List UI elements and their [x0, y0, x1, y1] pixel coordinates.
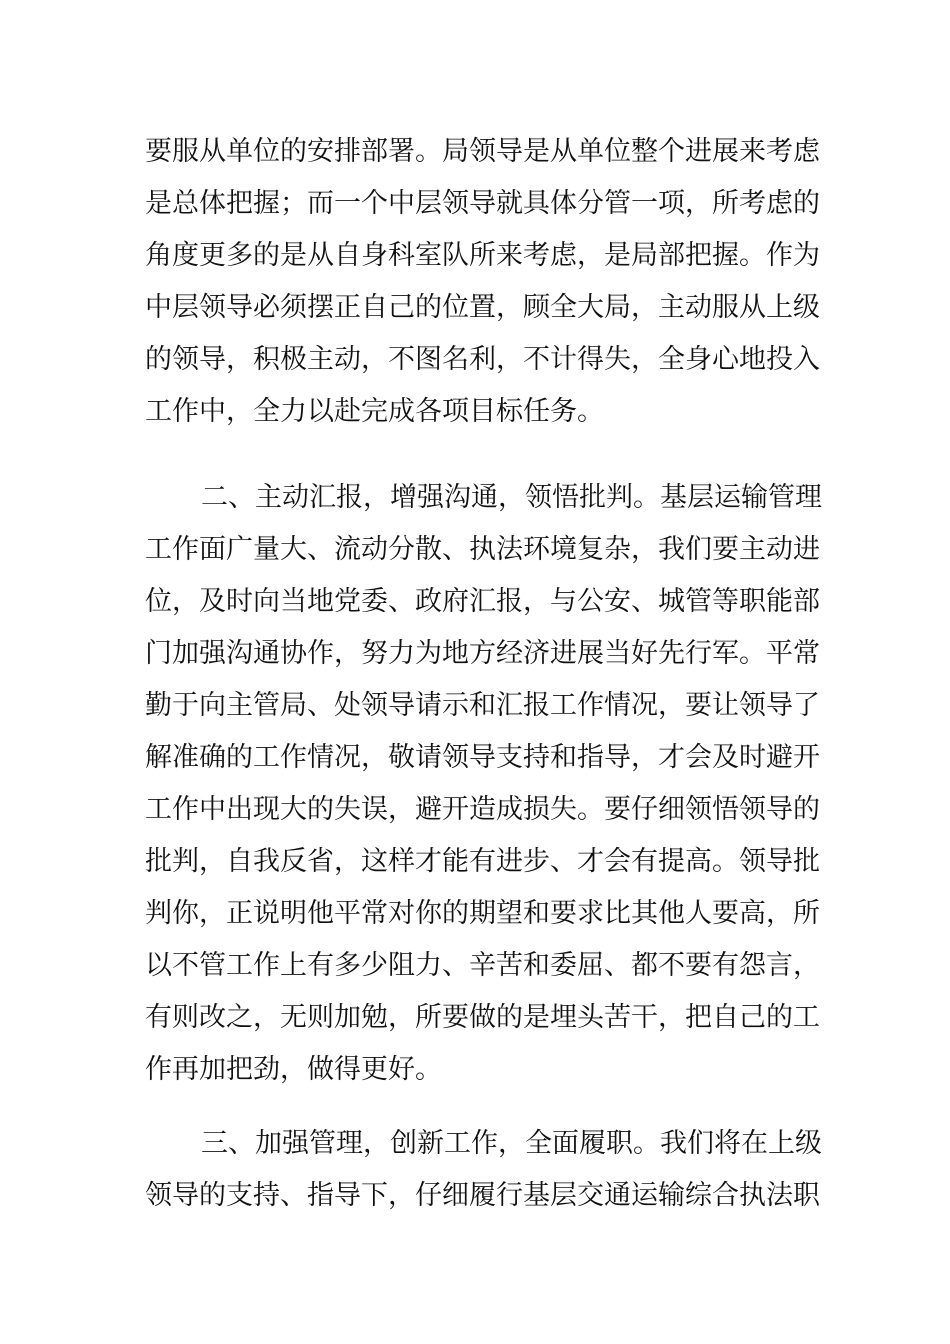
paragraph-line: 工作面广量大、流动分散、执法环境复杂，我们要主动进: [145, 534, 820, 565]
paragraph-line: 解准确的工作情况，敬请领导支持和指导，才会及时避开: [145, 742, 820, 773]
paragraph-line: 位，及时向当地党委、政府汇报，与公安、城管等职能部: [145, 586, 820, 617]
paragraph-line: 批判，自我反省，这样才能有进步、才会有提高。领导批: [145, 846, 820, 877]
paragraph-line: 领导的支持、指导下，仔细履行基层交通运输综合执法职: [145, 1180, 820, 1211]
paragraph-line: 三、加强管理，创新工作，全面履职。我们将在上级: [201, 1128, 822, 1159]
paragraph-line: 中层领导必须摆正自己的位置，顾全大局，主动服从上级: [145, 292, 820, 323]
paragraph-line: 作再加把劲，做得更好。: [145, 1054, 442, 1085]
paragraph-line: 的领导，积极主动，不图名利，不计得失，全身心地投入: [145, 344, 820, 375]
paragraph-line: 工作中，全力以赴完成各项目标任务。: [145, 396, 604, 427]
paragraph-line: 判你，正说明他平常对你的期望和要求比其他人要高，所: [145, 898, 820, 929]
paragraph-1: [145, 126, 820, 438]
paragraph-line: 勤于向主管局、处领导请示和汇报工作情况，要让领导了: [145, 690, 820, 721]
paragraph-line: 工作中出现大的失误，避开造成损失。要仔细领悟领导的: [145, 794, 820, 825]
paragraph-line: 门加强沟通协作，努力为地方经济进展当好先行军。平常: [145, 638, 820, 669]
paragraph-line: 是总体把握；而一个中层领导就具体分管一项，所考虑的: [145, 188, 820, 219]
paragraph-line: 有则改之，无则加勉，所要做的是埋头苦干，把自己的工: [145, 1002, 820, 1033]
paragraph-line: 二、主动汇报，增强沟通，领悟批判。基层运输管理: [201, 482, 822, 513]
paragraph-2: [145, 472, 822, 1096]
paragraph-3: [145, 1118, 822, 1222]
paragraph-line: 要服从单位的安排部署。局领导是从单位整个进展来考虑: [145, 136, 820, 167]
paragraph-line: 以不管工作上有多少阻力、辛苦和委屈、都不要有怨言，: [145, 950, 820, 981]
paragraph-line: 角度更多的是从自身科室队所来考虑，是局部把握。作为: [145, 240, 820, 271]
